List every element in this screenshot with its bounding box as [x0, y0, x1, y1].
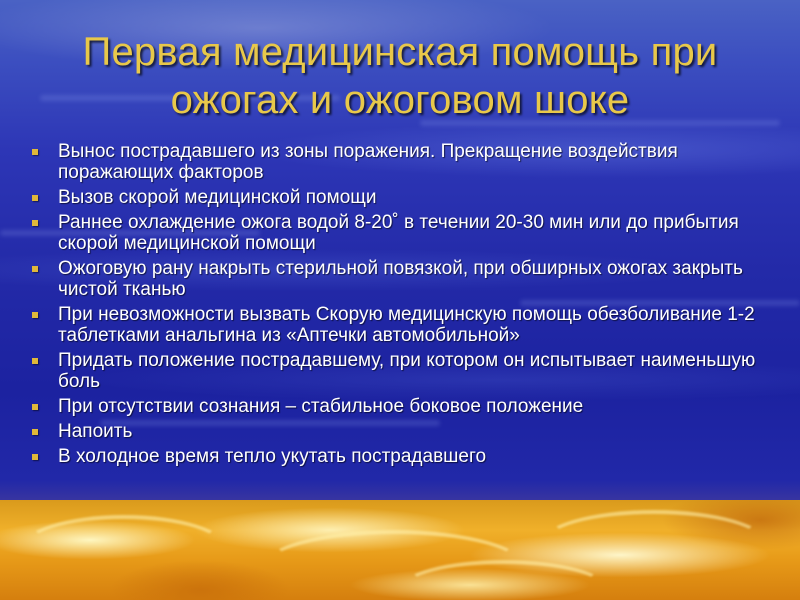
square-bullet-icon [32, 429, 38, 435]
bullet-text: Вынос пострадавшего из зоны поражения. Прекращение воздействия поражающих факторов [58, 141, 678, 183]
fire-wave [20, 515, 228, 583]
bullet-text: Придать положение пострадавшему, при котором он испытывает наименьшую боль [58, 350, 756, 392]
bullet-item [28, 421, 788, 442]
square-bullet-icon [32, 312, 38, 318]
bullet-text: При отсутствии сознания – стабильное боковое положение [58, 396, 584, 417]
slide-title [20, 28, 780, 124]
square-bullet-icon [32, 195, 38, 201]
fire-background [0, 500, 800, 600]
bullet-item [28, 304, 788, 346]
bullet-text: Раннее охлаждение ожога водой 8-20˚ в течении 20-30 мин или до прибытия скорой медицинской помощи [58, 212, 739, 254]
slide-title-line-2: ожогах и ожоговом шоке [170, 78, 630, 122]
bullet-text: Напоить [58, 421, 133, 442]
square-bullet-icon [32, 220, 38, 226]
bullet-text: При невозможности вызвать Скорую медицинскую помощь обезболивание 1-2 таблетками анальгина из «Аптечки автомобильной» [58, 304, 755, 346]
square-bullet-icon [32, 358, 38, 364]
bullet-text: Ожоговую рану накрыть стерильной повязкой, при обширных ожогах закрыть чистой тканью [58, 258, 743, 300]
bullet-item [28, 187, 788, 208]
bullet-item [28, 446, 788, 467]
slide-title-line-1: Первая медицинская помощь при [82, 30, 718, 74]
bullet-item [28, 396, 788, 417]
square-bullet-icon [32, 404, 38, 410]
bullet-text: Вызов скорой медицинской помощи [58, 187, 377, 208]
bullet-text: В холодное время тепло укутать пострадавшего [58, 446, 487, 467]
bullet-list [28, 141, 788, 471]
bullet-item [28, 212, 788, 254]
square-bullet-icon [32, 454, 38, 460]
bullet-item [28, 258, 788, 300]
bullet-item [28, 350, 788, 392]
square-bullet-icon [32, 266, 38, 272]
square-bullet-icon [32, 149, 38, 155]
bullet-item [28, 141, 788, 183]
